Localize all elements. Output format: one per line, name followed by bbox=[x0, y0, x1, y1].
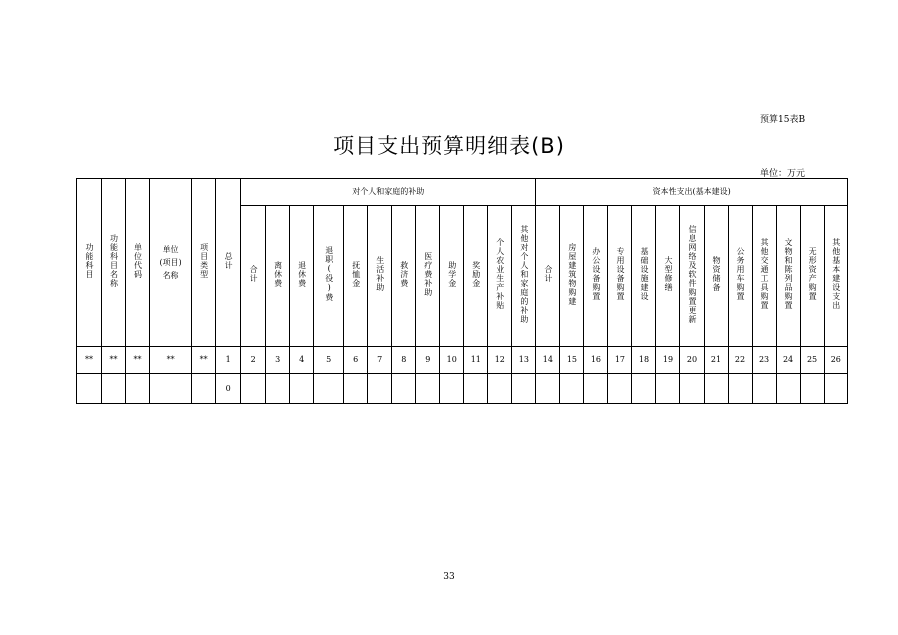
index-cell: ** bbox=[150, 347, 192, 374]
index-cell: 26 bbox=[824, 347, 847, 374]
data-cell bbox=[440, 374, 464, 404]
data-cell bbox=[368, 374, 392, 404]
index-cell: 24 bbox=[776, 347, 800, 374]
data-cell bbox=[150, 374, 192, 404]
header-personal-col: 其他对个人和家庭的补助 bbox=[512, 206, 536, 347]
index-cell: 13 bbox=[512, 347, 536, 374]
header-personal-col: 奖励金 bbox=[464, 206, 488, 347]
data-cell bbox=[464, 374, 488, 404]
data-cell bbox=[632, 374, 656, 404]
index-cell: 4 bbox=[290, 347, 314, 374]
data-cell bbox=[512, 374, 536, 404]
form-code: 预算15表B bbox=[760, 115, 806, 125]
header-personal-col: 合计 bbox=[241, 206, 266, 347]
header-personal-col: 个人农业生产补贴 bbox=[488, 206, 512, 347]
header-project-type: 项目类型 bbox=[192, 179, 216, 347]
header-personal-col: 生活补助 bbox=[368, 206, 392, 347]
data-cell bbox=[77, 374, 102, 404]
data-cell bbox=[776, 374, 800, 404]
header-capital-col: 其他基本建设支出 bbox=[824, 206, 847, 347]
index-cell: 17 bbox=[608, 347, 632, 374]
index-cell: ** bbox=[126, 347, 150, 374]
header-capital-col: 信息网络及软件购置更新 bbox=[680, 206, 704, 347]
data-cell bbox=[536, 374, 560, 404]
index-cell: 15 bbox=[560, 347, 584, 374]
index-cell: 6 bbox=[344, 347, 368, 374]
header-func-subject-name: 功能科目名称 bbox=[102, 179, 126, 347]
data-cell bbox=[344, 374, 368, 404]
index-cell: 7 bbox=[368, 347, 392, 374]
index-cell: ** bbox=[192, 347, 216, 374]
index-cell: 22 bbox=[728, 347, 752, 374]
index-cell: 25 bbox=[800, 347, 824, 374]
header-capital-col: 无形资产购置 bbox=[800, 206, 824, 347]
header-capital-col: 办公设备购置 bbox=[584, 206, 608, 347]
index-cell: 3 bbox=[266, 347, 290, 374]
header-capital-col: 文物和陈列品购置 bbox=[776, 206, 800, 347]
index-cell: 20 bbox=[680, 347, 704, 374]
header-personal-col: 医疗费补助 bbox=[416, 206, 440, 347]
header-capital-col: 基础设施建设 bbox=[632, 206, 656, 347]
header-unit-code: 单位代码 bbox=[126, 179, 150, 347]
unit-label: 单位：万元 bbox=[760, 169, 806, 179]
index-cell: 21 bbox=[704, 347, 728, 374]
data-cell bbox=[416, 374, 440, 404]
index-cell: 14 bbox=[536, 347, 560, 374]
header-capital-col: 大型修缮 bbox=[656, 206, 680, 347]
header-group-personal: 对个人和家庭的补助 bbox=[241, 179, 536, 206]
header-unit-project-name: 单位(项目)名称 bbox=[150, 179, 192, 347]
data-cell bbox=[560, 374, 584, 404]
data-cell bbox=[488, 374, 512, 404]
data-cell bbox=[392, 374, 416, 404]
data-cell bbox=[608, 374, 632, 404]
header-personal-col: 退职(役)费 bbox=[314, 206, 344, 347]
data-cell bbox=[102, 374, 126, 404]
index-cell: 10 bbox=[440, 347, 464, 374]
header-total: 总计 bbox=[216, 179, 241, 347]
data-cell bbox=[800, 374, 824, 404]
data-cell bbox=[824, 374, 847, 404]
index-cell: 9 bbox=[416, 347, 440, 374]
header-personal-col: 救济费 bbox=[392, 206, 416, 347]
header-capital-col: 其他交通工具购置 bbox=[752, 206, 776, 347]
header-group-capital: 资本性支出(基本建设) bbox=[536, 179, 848, 206]
index-cell: 23 bbox=[752, 347, 776, 374]
budget-detail-table bbox=[76, 178, 848, 404]
header-personal-col: 助学金 bbox=[440, 206, 464, 347]
page-title: 项目支出预算明细表(B) bbox=[333, 134, 565, 158]
index-cell: 1 bbox=[216, 347, 241, 374]
index-cell: 11 bbox=[464, 347, 488, 374]
header-capital-col: 物资储备 bbox=[704, 206, 728, 347]
header-capital-col: 公务用车购置 bbox=[728, 206, 752, 347]
header-func-subject: 功能科目 bbox=[77, 179, 102, 347]
index-cell: 8 bbox=[392, 347, 416, 374]
index-cell: ** bbox=[77, 347, 102, 374]
data-cell bbox=[266, 374, 290, 404]
index-cell: 5 bbox=[314, 347, 344, 374]
header-capital-col: 专用设备购置 bbox=[608, 206, 632, 347]
data-cell bbox=[192, 374, 216, 404]
index-cell: 12 bbox=[488, 347, 512, 374]
header-personal-col: 抚恤金 bbox=[344, 206, 368, 347]
data-cell: 0 bbox=[216, 374, 241, 404]
index-cell: 19 bbox=[656, 347, 680, 374]
header-personal-col: 退休费 bbox=[290, 206, 314, 347]
data-cell bbox=[241, 374, 266, 404]
header-capital-col: 合计 bbox=[536, 206, 560, 347]
data-cell bbox=[680, 374, 704, 404]
data-cell bbox=[728, 374, 752, 404]
data-cell bbox=[656, 374, 680, 404]
index-cell: ** bbox=[102, 347, 126, 374]
header-capital-col: 房屋建筑物购建 bbox=[560, 206, 584, 347]
header-personal-col: 离休费 bbox=[266, 206, 290, 347]
index-cell: 16 bbox=[584, 347, 608, 374]
data-cell bbox=[584, 374, 608, 404]
data-cell bbox=[752, 374, 776, 404]
index-cell: 2 bbox=[241, 347, 266, 374]
data-cell bbox=[126, 374, 150, 404]
page-number: 33 bbox=[443, 572, 455, 582]
data-cell bbox=[314, 374, 344, 404]
index-cell: 18 bbox=[632, 347, 656, 374]
data-cell bbox=[290, 374, 314, 404]
data-cell bbox=[704, 374, 728, 404]
